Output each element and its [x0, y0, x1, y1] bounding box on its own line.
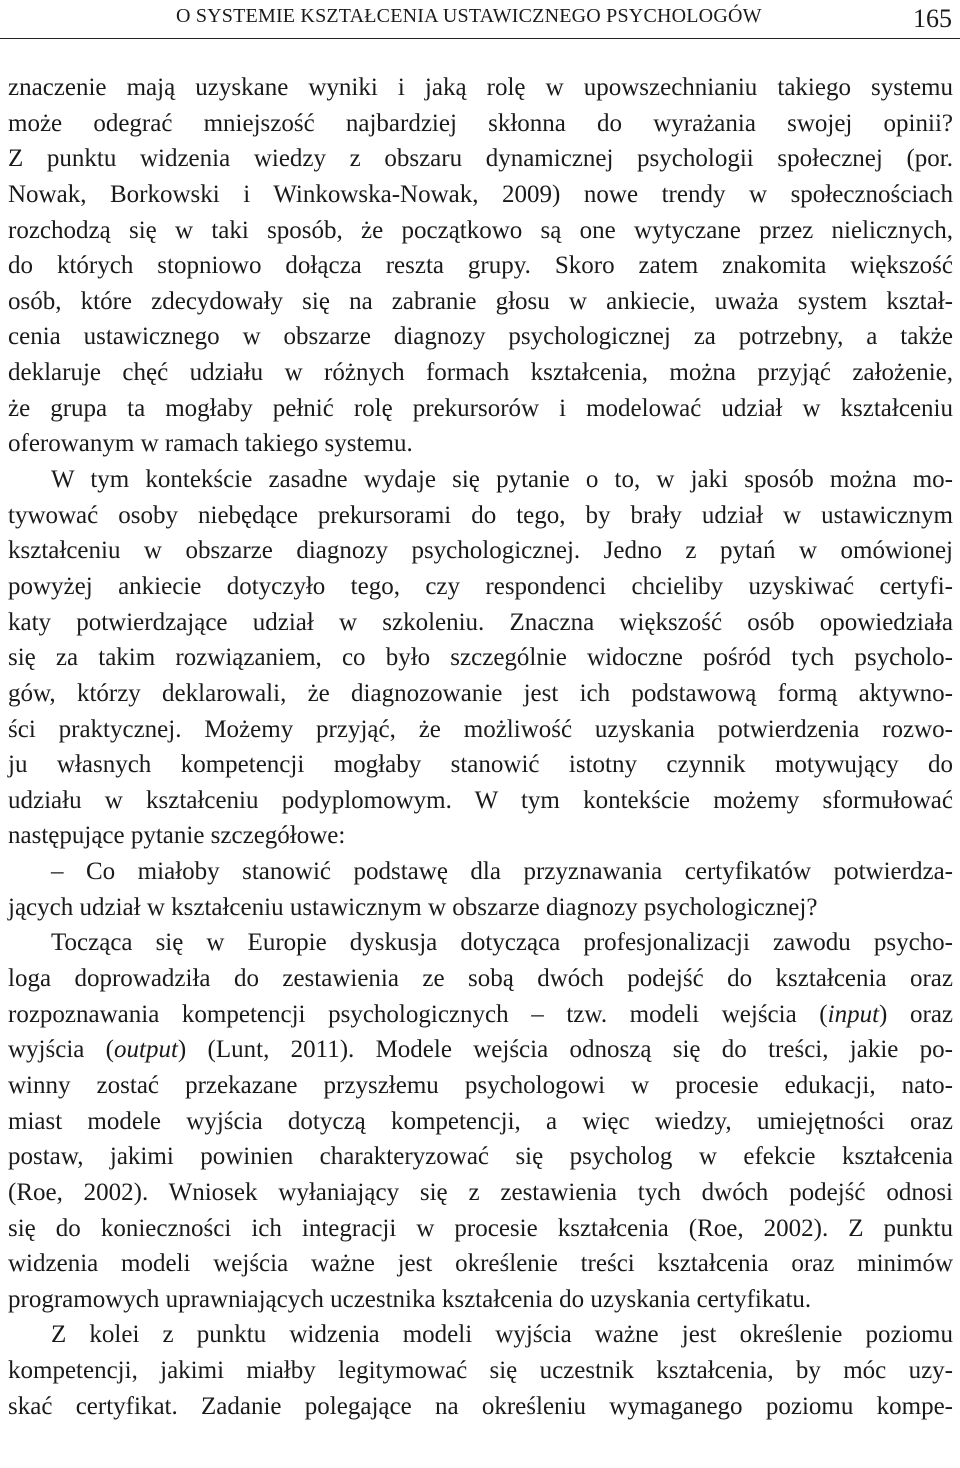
text-line: może odegrać mniejszość najbardziej skłonna do wyrażania swojej opinii? — [8, 109, 953, 137]
text-line: powyżej ankiecie dotyczyło tego, czy respondenci chcieliby uzyskiwać certyfi- — [8, 572, 953, 600]
text-line: rozchodzą się w taki sposób, że początkowo są one wytyczane przez nielicznych, — [8, 216, 953, 244]
text-line: gów, którzy deklarowali, że diagnozowanie jest ich podstawową formą aktywno- — [8, 679, 953, 707]
text-line: się do konieczności ich integracji w procesie kształcenia (Roe, 2002). Z punktu — [8, 1214, 953, 1242]
text-line: deklaruje chęć udziału w różnych formach kształcenia, można przyjąć założenie, — [8, 359, 953, 387]
italic-term: input — [827, 1000, 880, 1028]
text-line: cenia ustawicznego w obszarze diagnozy psychologicznej za potrzebny, a także — [8, 323, 953, 351]
text-line: oferowanym w ramach takiego systemu. — [8, 430, 413, 458]
page-number: 165 — [913, 4, 952, 33]
question-item-line: – Co miałoby stanowić podstawę dla przyznawania certyfikatów potwierdza- — [51, 858, 953, 886]
text-line: postaw, jakimi powinien charakteryzować się psycholog w efekcie kształcenia — [8, 1143, 953, 1171]
text-line: znaczenie mają uzyskane wyniki i jaką rolę w upowszechnianiu takiego systemu — [8, 74, 953, 101]
text-line: udziału w kształceniu podyplomowym. W tym kontekście możemy sformułować — [8, 786, 953, 814]
text-line: następujące pytanie szczegółowe: — [8, 822, 346, 850]
text-line: katy potwierdzające udział w szkoleniu. Znaczna większość osób opowiedziała — [8, 608, 953, 636]
text-segment: ) oraz — [879, 1000, 954, 1028]
text-line: Z punktu widzenia wiedzy z obszaru dynamicznej psychologii społecznej (por. — [8, 145, 953, 173]
text-line: kształceniu w obszarze diagnozy psychologicznej. Jedno z pytań w omówionej — [8, 537, 953, 565]
italic-term: output — [114, 1036, 178, 1064]
text-line: ści praktycznej. Możemy przyjąć, że możliwość uzyskania potwierdzenia rozwo- — [8, 715, 953, 743]
text-line — [8, 997, 953, 1033]
text-line: Tocząca się w Europie dyskusja dotycząca profesjonalizacji zawodu psycho- — [51, 929, 953, 957]
text-line: że grupa ta mogłaby pełnić rolę prekursorów i modelować udział w kształceniu — [8, 394, 953, 422]
text-line: się za takim rozwiązaniem, co było szczególnie widoczne pośród tych psycholo- — [8, 644, 953, 672]
text-line: do których stopniowo dołącza reszta grupy. Skoro zatem znakomita większość — [8, 252, 953, 280]
text-line: ju własnych kompetencji mogłaby stanowić istotny czynnik motywujący do — [8, 751, 953, 779]
running-header — [0, 0, 960, 39]
text-line: skać certyfikat. Zadanie polegające na określeniu wymaganego poziomu kompe- — [8, 1392, 953, 1420]
text-line: miast modele wyjścia dotyczą kompetencji, a więc wiedzy, umiejętności oraz — [8, 1107, 953, 1135]
text-line: W tym kontekście zasadne wydaje się pytanie o to, w jaki sposób można mo- — [51, 466, 953, 494]
text-segment: wyjścia ( — [8, 1036, 114, 1064]
text-line: programowych uprawniających uczestnika kształcenia do uzyskania certyfikatu. — [8, 1285, 812, 1313]
text-segment: rozpoznawania kompetencji psychologicznych – tzw. modeli wejścia ( — [8, 1000, 828, 1028]
running-title: O SYSTEMIE KSZTAŁCENIA USTAWICZNEGO PSYCHOLOGÓW — [176, 5, 762, 27]
text-line: kompetencji, jakimi miałby legitymować się uczestnik kształcenia, by móc uzy- — [8, 1357, 953, 1385]
text-line: Nowak, Borkowski i Winkowska-Nowak, 2009) nowe trendy w społecznościach — [8, 180, 953, 208]
question-item-line: jących udział w kształceniu ustawicznym w obszarze diagnozy psychologicznej? — [8, 893, 818, 921]
text-line: osób, które zdecydowały się na zabranie głosu w ankiecie, uważa system kształ- — [8, 287, 953, 315]
text-line: loga doprowadziła do zestawienia ze sobą dwóch podejść do kształcenia oraz — [8, 965, 953, 993]
text-line: winny zostać przekazane przyszłemu psychologowi w procesie edukacji, nato- — [8, 1071, 953, 1099]
text-line: (Roe, 2002). Wniosek wyłaniający się z zestawienia tych dwóch podejść odnosi — [8, 1178, 953, 1206]
text-line: widzenia modeli wejścia ważne jest określenie treści kształcenia oraz minimów — [8, 1250, 953, 1278]
text-line — [8, 1032, 953, 1068]
text-segment: ) (Lunt, 2011). Modele wejścia odnoszą się do treści, jakie po- — [177, 1036, 953, 1064]
text-line: Z kolei z punktu widzenia modeli wyjścia ważne jest określenie poziomu — [51, 1321, 953, 1349]
text-line: tywować osoby niebędące prekursorami do tego, by brały udział w ustawicznym — [8, 501, 953, 529]
body-text — [8, 70, 953, 1424]
